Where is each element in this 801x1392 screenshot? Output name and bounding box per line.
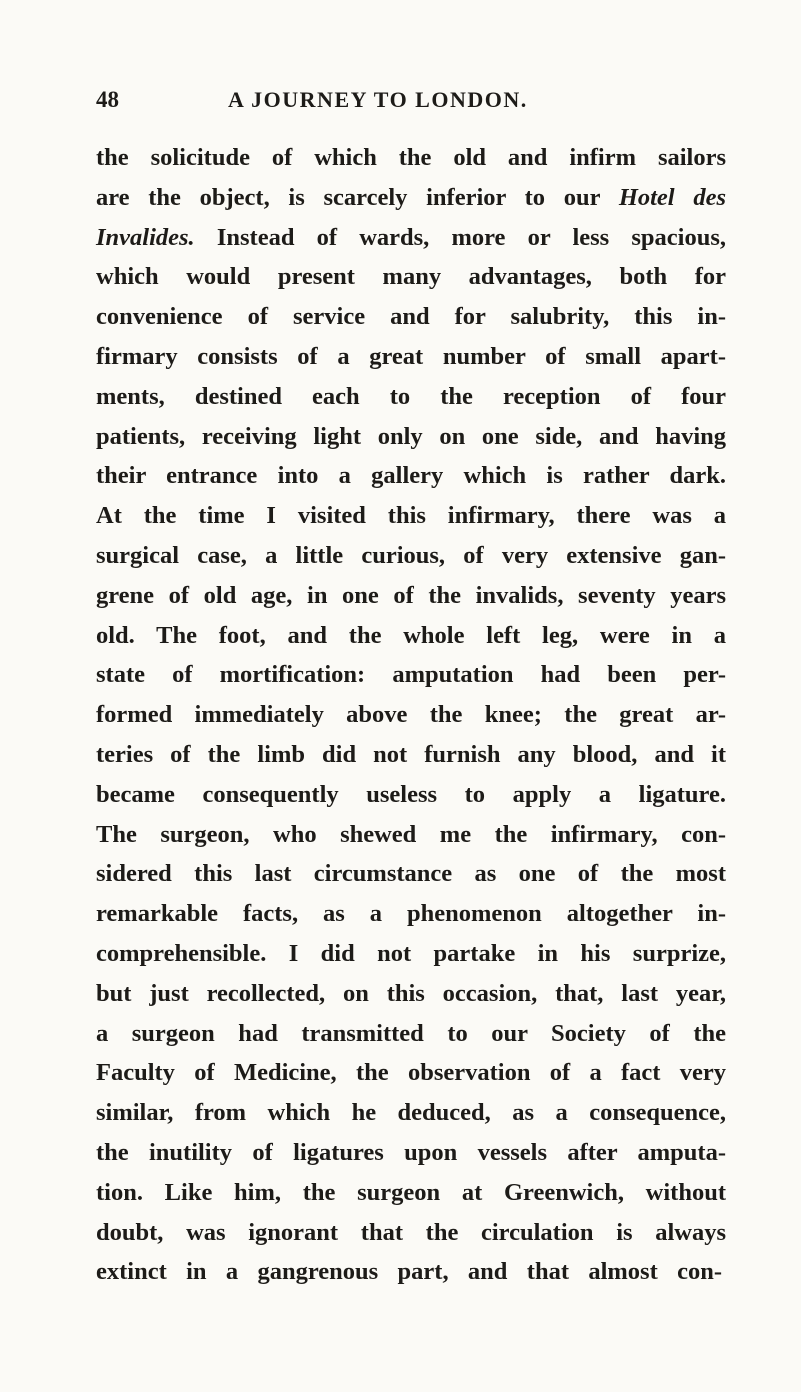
text-line: but just recollected, on this occasion, that, last year, bbox=[96, 979, 726, 1007]
text-segment: Instead of wards, more or less spacious, bbox=[194, 223, 726, 251]
text-line: firmary consists of a great number of small apart- bbox=[96, 342, 726, 370]
text-line: Faculty of Medicine, the observation of a fact very bbox=[96, 1059, 726, 1087]
text-line: a surgeon had transmitted to our Society of the bbox=[96, 1019, 726, 1047]
text-line: which would present many advantages, both for bbox=[96, 263, 726, 291]
text-line: old. The foot, and the whole left leg, were in a bbox=[96, 621, 726, 649]
text-line: The surgeon, who shewed me the infirmary, con- bbox=[96, 820, 726, 848]
text-line: tion. Like him, the surgeon at Greenwich, without bbox=[96, 1178, 726, 1206]
text-line: the inutility of ligatures upon vessels after amputa- bbox=[96, 1138, 726, 1166]
text-line: sidered this last circumstance as one of the most bbox=[96, 860, 726, 888]
running-head bbox=[0, 80, 801, 120]
text-line: teries of the limb did not furnish any blood, and it bbox=[96, 740, 726, 768]
text-line: patients, receiving light only on one side, and having bbox=[96, 422, 726, 450]
text-line: doubt, was ignorant that the circulation is always bbox=[96, 1218, 726, 1246]
text-line: their entrance into a gallery which is rather dark. bbox=[96, 462, 726, 490]
text-line: similar, from which he deduced, as a consequence, bbox=[96, 1099, 726, 1127]
running-title: A JOURNEY TO LONDON. bbox=[228, 87, 528, 112]
text-line: comprehensible. I did not partake in his surprize, bbox=[96, 939, 726, 967]
text-line: remarkable facts, as a phenomenon altogether in- bbox=[96, 900, 726, 928]
italic-phrase: Invalides. bbox=[96, 223, 195, 251]
text-line bbox=[96, 178, 726, 218]
text-line: ments, destined each to the reception of four bbox=[96, 382, 726, 410]
page-number: 48 bbox=[96, 87, 119, 112]
text-line: surgical case, a little curious, of very extensive gan- bbox=[96, 541, 726, 569]
text-line: grene of old age, in one of the invalids, seventy years bbox=[96, 581, 726, 609]
text-line: state of mortification: amputation had been per- bbox=[96, 661, 726, 689]
text-line: extinct in a gangrenous part, and that almost con- bbox=[96, 1258, 722, 1286]
text-line bbox=[96, 218, 726, 258]
text-segment: are the object, is scarcely inferior to our bbox=[96, 183, 619, 211]
text-line: the solicitude of which the old and infirm sailors bbox=[96, 144, 726, 171]
italic-phrase: Hotel des bbox=[618, 183, 726, 211]
text-line: At the time I visited this infirmary, there was a bbox=[96, 502, 726, 530]
body-paragraph bbox=[96, 138, 726, 1292]
text-line: formed immediately above the knee; the great ar- bbox=[96, 701, 726, 729]
text-line: convenience of service and for salubrity, this in- bbox=[96, 303, 726, 331]
text-line: became consequently useless to apply a ligature. bbox=[96, 780, 726, 808]
